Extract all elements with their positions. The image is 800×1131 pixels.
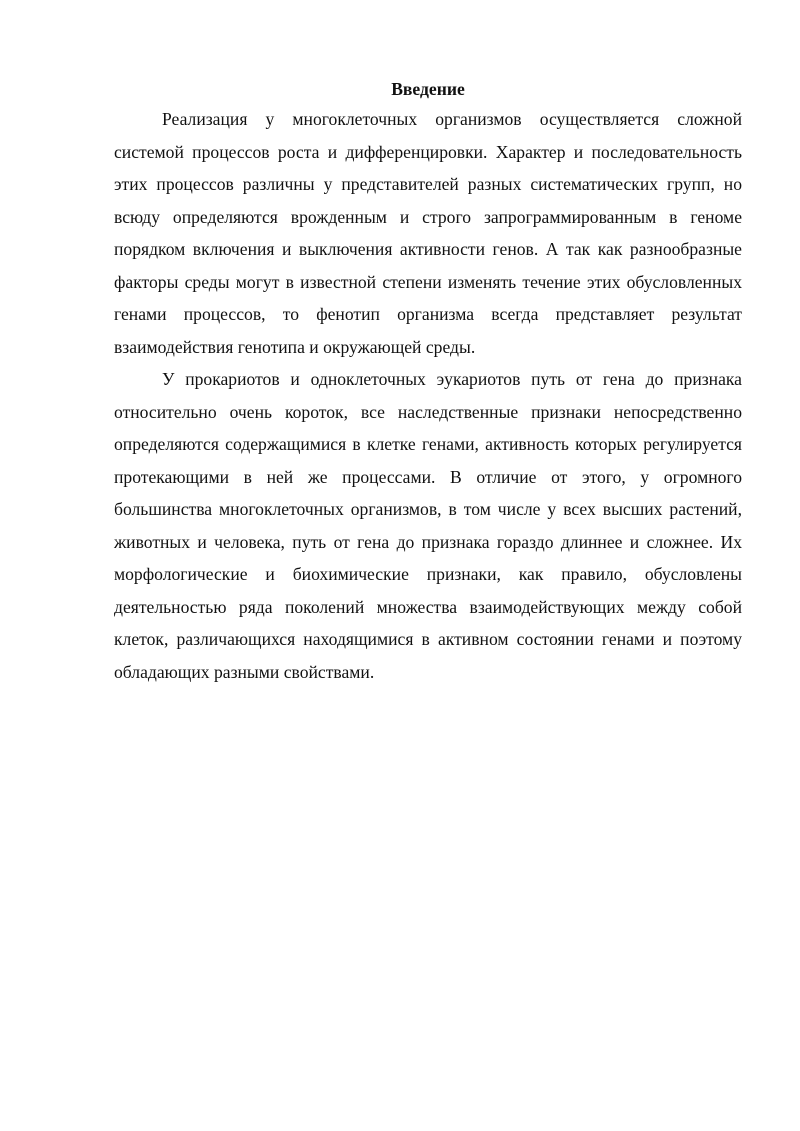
paragraph-1: Реализация у многоклеточных организмов осуществляется сложной системой процессов роста и дифференцировки. Характер и последовательность этих процессов различны у представителей разных систематических групп, но всюду определяются врожденным и строго запрограммированным в геноме порядком включения и выключения активности генов. А так как разнообразные факторы среды могут в известной степени изменять течение этих обусловленных генами процессов, то фенотип организма всегда представляет результат взаимодействия генотипа и окружающей среды. — [114, 109, 742, 357]
document-body — [114, 76, 742, 688]
paragraph-2: У прокариотов и одноклеточных эукариотов путь от гена до признака относительно очень короток, все наследственные признаки непосредственно определяются содержащимися в клетке генами, активность которых регулируется протекающими в ней же процессами. В отличие от этого, у огромного большинства многоклеточных организмов, в том числе у всех высших растений, животных и человека, путь от гена до признака гораздо длиннее и сложнее. Их морфологические и биохимические признаки, как правило, обусловлены деятельностью ряда поколений множества взаимодействующих между собой клеток, различающихся находящимися в активном состоянии генами и поэтому обладающих разными свойствами. — [114, 369, 742, 682]
document-title: Введение — [391, 79, 465, 99]
